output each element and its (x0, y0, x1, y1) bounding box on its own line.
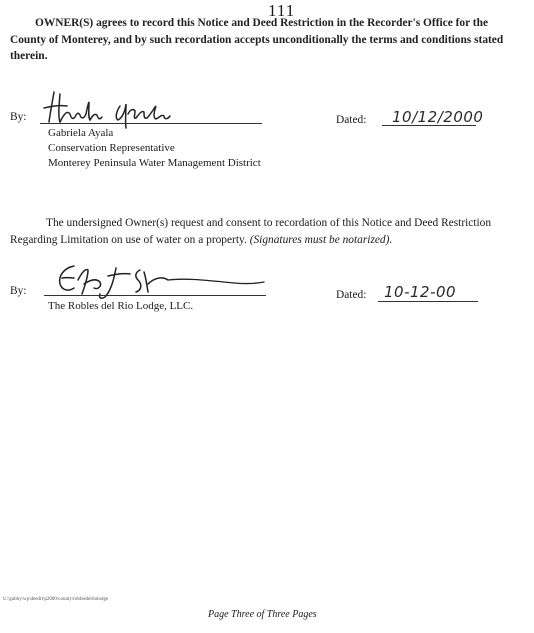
handwritten-date-1: 10/12/2000 (392, 108, 484, 126)
by-label-2: By: (10, 285, 27, 297)
signer-name-2: The Robles del Rio Lodge, LLC. (48, 300, 194, 312)
signer-title-1: Conservation Representative (48, 142, 175, 154)
consent-note: (Signatures must be notarized). (249, 233, 393, 246)
date-line-2 (378, 301, 478, 302)
by-label-1: By: (10, 111, 27, 123)
intro-paragraph: OWNER(S) agrees to record this Notice and Deed Restriction in the Recorder's Office for the County of Monterey, and by such recordation accepts unconditionally the terms and conditions stated therein. (10, 17, 504, 62)
handwritten-date-2: 10-12-00 (384, 283, 457, 301)
consent-text: The undersigned Owner(s) request and consent to recordation of this Notice and Deed Restriction Regarding Limitation on use of water on a property. (10, 217, 492, 246)
signature-line-2 (44, 295, 266, 296)
dated-label-2: Dated: (336, 289, 367, 301)
signature-line-1 (40, 123, 262, 124)
date-line-1 (382, 125, 476, 126)
page-footer: Page Three of Three Pages (208, 609, 317, 620)
dated-label-1: Dated: (336, 114, 367, 126)
signer-name-1: Gabriela Ayala (48, 127, 114, 139)
file-path: U:\gabby\wp\deedrt\p2000\county\roblesdelriolodge (3, 597, 109, 602)
page-number: 111 (268, 1, 296, 20)
consent-paragraph (10, 215, 525, 248)
signer-organization-1: Monterey Peninsula Water Management District (48, 157, 261, 169)
